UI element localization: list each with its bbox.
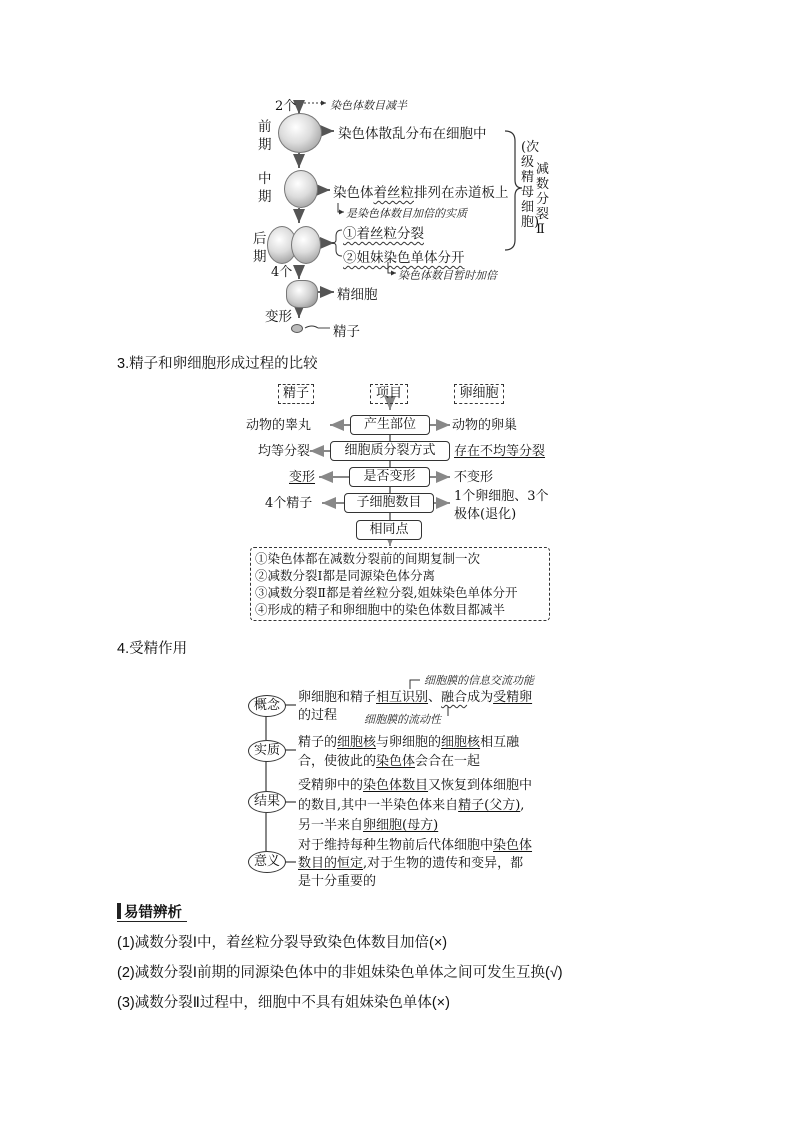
item-box-cytoplasm-division: 细胞质分裂方式 [330, 441, 450, 461]
result-sperm: 精子 [333, 324, 360, 340]
sperm-daughter-count: 4个精子 [265, 496, 313, 511]
section-3-title: 3.精子和卵细胞形成过程的比较 [117, 356, 318, 372]
item-box-transformation: 是否变形 [349, 467, 430, 487]
section-4-title: 4.受精作用 [117, 641, 188, 657]
anaphase-item-2: ②姐妹染色单体分开 [343, 250, 465, 266]
common-point-3: ③减数分裂Ⅱ都是着丝粒分裂,姐妹染色单体分开 [255, 585, 518, 600]
stage-prophase: 前 期 [258, 119, 272, 153]
egg-daughter-count-line2: 极体(退化) [454, 507, 517, 522]
label-significance: 意义 [248, 851, 286, 873]
bracket-label-secondary-spermatocyte: (次级精母细胞) [521, 140, 540, 230]
stage-metaphase: 中 期 [258, 171, 272, 205]
result-spermatid: 精细胞 [337, 287, 378, 303]
sperm-origin: 动物的睾丸 [246, 418, 312, 433]
note-metaphase-essence: 是染色体数目加倍的实质 [346, 207, 467, 220]
metaphase-description: 染色体着丝粒排列在赤道板上 [333, 185, 509, 201]
stage-anaphase: 后 期 [253, 231, 267, 265]
note-information-exchange: 细胞膜的信息交流功能 [424, 674, 534, 687]
pitfalls-title-marker [117, 903, 121, 919]
column-header-egg: 卵细胞 [454, 384, 504, 404]
pitfall-item-2: (2)减数分裂Ⅰ前期的同源染色体中的非姐妹染色单体之间可发生互换(√) [117, 965, 563, 981]
pitfall-item-1: (1)减数分裂Ⅰ中，着丝粒分裂导致染色体数目加倍(×) [117, 935, 448, 951]
note-membrane-fluidity: 细胞膜的流动性 [364, 713, 441, 726]
label-concept: 概念 [248, 695, 286, 717]
cell-count-anaphase: 4个 [271, 265, 293, 280]
column-header-sperm: 精子 [278, 384, 314, 404]
common-point-2: ②减数分裂Ⅰ都是同源染色体分离 [255, 568, 435, 583]
note-anaphase-doubled: 染色体数目暂时加倍 [398, 269, 497, 282]
essence-text: 精子的细胞核与卵细胞的细胞核相互融 合，使彼此的染色体会合在一起 [298, 735, 520, 769]
column-header-item: 项目 [370, 384, 408, 404]
item-box-common-points: 相同点 [356, 520, 422, 540]
sperm-transformation: 变形 [289, 470, 316, 485]
common-point-4: ④形成的精子和卵细胞中的染色体数目都减半 [255, 602, 506, 617]
pitfall-item-3: (3)减数分裂Ⅱ过程中，细胞中不具有姐妹染色单体(×) [117, 995, 450, 1011]
common-point-1: ①染色体都在减数分裂前的间期复制一次 [255, 551, 481, 566]
label-result: 结果 [248, 791, 286, 813]
egg-cytoplasm-division: 存在不均等分裂 [454, 444, 546, 459]
sperm-cytoplasm-division: 均等分裂 [258, 444, 311, 459]
label-essence: 实质 [248, 740, 286, 762]
pitfalls-title-underline [117, 921, 187, 922]
prophase-description: 染色体散乱分布在细胞中 [338, 126, 487, 142]
result-text: 受精卵中的染色体数目又恢复到体细胞中 的数目,其中一半染色体来自精子(父方), 另一半来自卵细胞(母方) [298, 778, 533, 833]
cell-count-top: 2个 [275, 99, 297, 114]
item-box-origin: 产生部位 [350, 415, 430, 435]
item-box-daughter-count: 子细胞数目 [344, 493, 434, 513]
concept-text: 卵细胞和精子相互识别、融合成为受精卵 的过程 [298, 690, 533, 723]
bracket-label-meiosis-2: 减数分裂Ⅱ [536, 162, 550, 237]
egg-transformation: 不变形 [454, 470, 494, 485]
egg-origin: 动物的卵巢 [452, 418, 518, 433]
anaphase-item-1: ①着丝粒分裂 [343, 226, 424, 242]
pitfalls-title: 易错辨析 [124, 905, 182, 921]
note-chromosome-halved: 染色体数目减半 [330, 99, 407, 112]
egg-daughter-count-line1: 1个卵细胞、3个 [454, 489, 549, 504]
stage-transform: 变形 [265, 309, 292, 325]
significance-text: 对于维持每种生物前后代体细胞中染色体 数目的恒定,对于生物的遗传和变异，都 是十分重要的 [298, 838, 533, 889]
